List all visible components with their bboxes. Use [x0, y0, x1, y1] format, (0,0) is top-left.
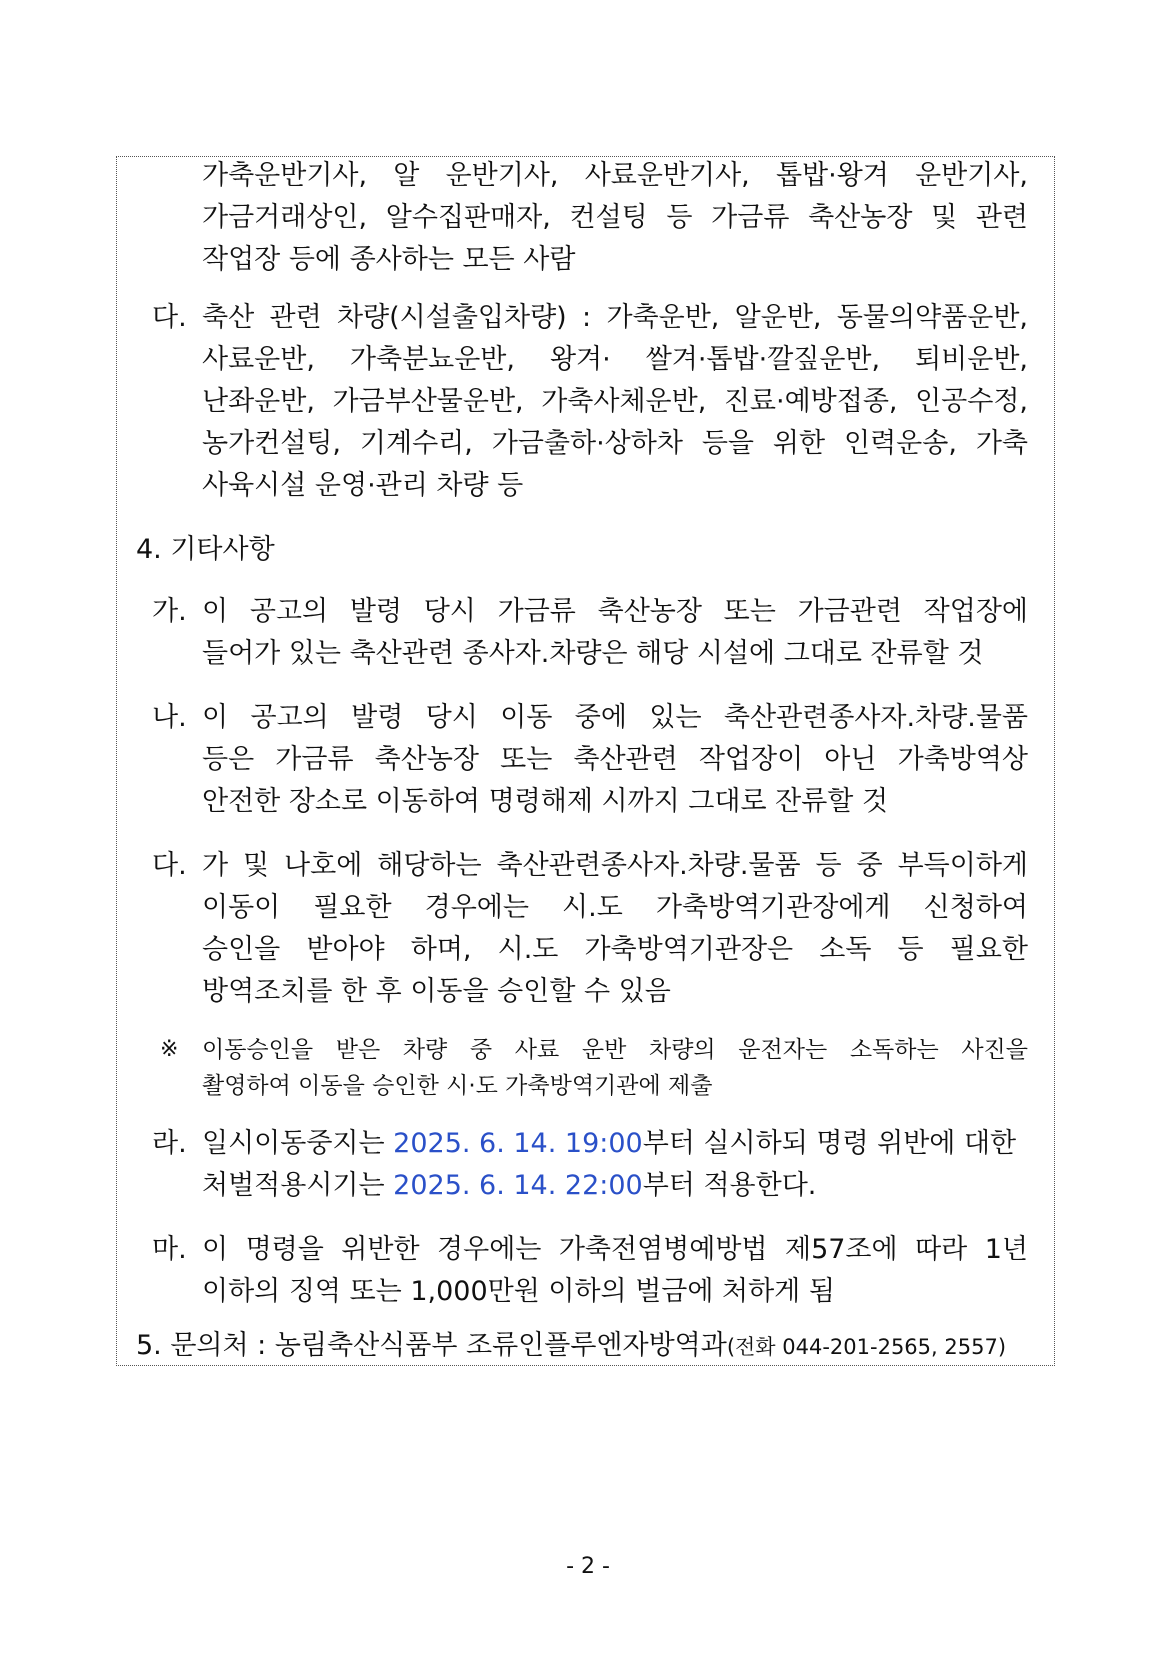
- s4-ra-marker: 라.: [152, 1128, 187, 1159]
- s4-na-marker: 나.: [152, 702, 187, 733]
- s4-na-line-1: 이 공고의 발령 당시 이동 중에 있는 축산관련종사자.차량.물품: [202, 702, 1028, 733]
- s4-na-line-2: 등은 가금류 축산농장 또는 축산관련 작업장이 아닌 가축방역상: [202, 744, 1028, 775]
- s4-ra-line-2-pre: 처벌적용시기는: [202, 1170, 394, 1201]
- page-number: - 2 -: [566, 1554, 610, 1579]
- s4-da-line-4: 방역조치를 한 후 이동을 승인할 수 있음: [202, 976, 671, 1007]
- s4-ra-penalty-date: 2025. 6. 14. 22:00: [393, 1170, 643, 1201]
- s3-na-line-2: 가금거래상인, 알수집판매자, 컨설팅 등 가금류 축산농장 및 관련: [202, 202, 1028, 233]
- s3-da-line-2: 사료운반, 가축분뇨운반, 왕겨· 쌀겨·톱밥·깔짚운반, 퇴비운반,: [202, 344, 1028, 375]
- s4-ra-start-date: 2025. 6. 14. 19:00: [393, 1128, 643, 1159]
- section4-heading: 4. 기타사항: [136, 534, 275, 565]
- s4-ga-marker: 가.: [152, 596, 187, 627]
- s4-da-line-1: 가 및 나호에 해당하는 축산관련종사자.차량.물품 등 중 부득이하게: [202, 850, 1028, 881]
- section5-contact: [136, 1328, 1006, 1365]
- s4-ma-line-1: 이 명령을 위반한 경우에는 가축전염병예방법 제57조에 따라 1년: [202, 1234, 1028, 1265]
- s3-na-line-1: 가축운반기사, 알 운반기사, 사료운반기사, 톱밥·왕겨 운반기사,: [202, 160, 1028, 191]
- s4-ma-marker: 마.: [152, 1234, 187, 1265]
- s3-da-marker: 다.: [152, 302, 187, 333]
- s4-note-line-2: 촬영하여 이동을 승인한 시·도 가축방역기관에 제출: [202, 1073, 713, 1099]
- s4-ra-line-1: [202, 1126, 1028, 1162]
- s3-da-line-1: 축산 관련 차량(시설출입차량) : 가축운반, 알운반, 동물의약품운반,: [202, 302, 1028, 333]
- s4-da-line-2: 이동이 필요한 경우에는 시.도 가축방역기관장에게 신청하여: [202, 892, 1028, 923]
- s4-da-marker: 다.: [152, 850, 187, 881]
- s3-da-line-4: 농가컨설팅, 기계수리, 가금출하·상하차 등을 위한 인력운송, 가축: [202, 428, 1028, 459]
- s4-ra-line-1-post: 부터 실시하되 명령 위반에 대한: [642, 1128, 1017, 1159]
- section5-phone: (전화 044-201-2565, 2557): [726, 1335, 1007, 1359]
- s4-ra-line-1-pre: 일시이동중지는: [202, 1128, 394, 1159]
- s4-note-line-1: 이동승인을 받은 차량 중 사료 운반 차량의 운전자는 소독하는 사진을: [202, 1037, 1028, 1063]
- s4-na-line-3: 안전한 장소로 이동하여 명령해제 시까지 그대로 잔류할 것: [202, 786, 889, 817]
- s4-ra-line-2-post: 부터 적용한다.: [642, 1170, 817, 1201]
- section5-main: 5. 문의처 : 농림축산식품부 조류인플루엔자방역과: [136, 1330, 727, 1361]
- s4-da-line-3: 승인을 받아야 하며, 시.도 가축방역기관장은 소독 등 필요한: [202, 934, 1028, 965]
- s3-da-line-5: 사육시설 운영·관리 차량 등: [202, 470, 524, 501]
- s4-ra-line-2: [202, 1168, 816, 1204]
- s4-ga-line-1: 이 공고의 발령 당시 가금류 축산농장 또는 가금관련 작업장에: [202, 596, 1028, 627]
- s4-ga-line-2: 들어가 있는 축산관련 종사자.차량은 해당 시설에 그대로 잔류할 것: [202, 638, 984, 669]
- s4-note-marker: ※: [160, 1037, 179, 1062]
- s3-da-line-3: 난좌운반, 가금부산물운반, 가축사체운반, 진료·예방접종, 인공수정,: [202, 386, 1028, 417]
- s3-na-line-3: 작업장 등에 종사하는 모든 사람: [202, 244, 576, 275]
- s4-ma-line-2: 이하의 징역 또는 1,000만원 이하의 벌금에 처하게 됨: [202, 1276, 835, 1307]
